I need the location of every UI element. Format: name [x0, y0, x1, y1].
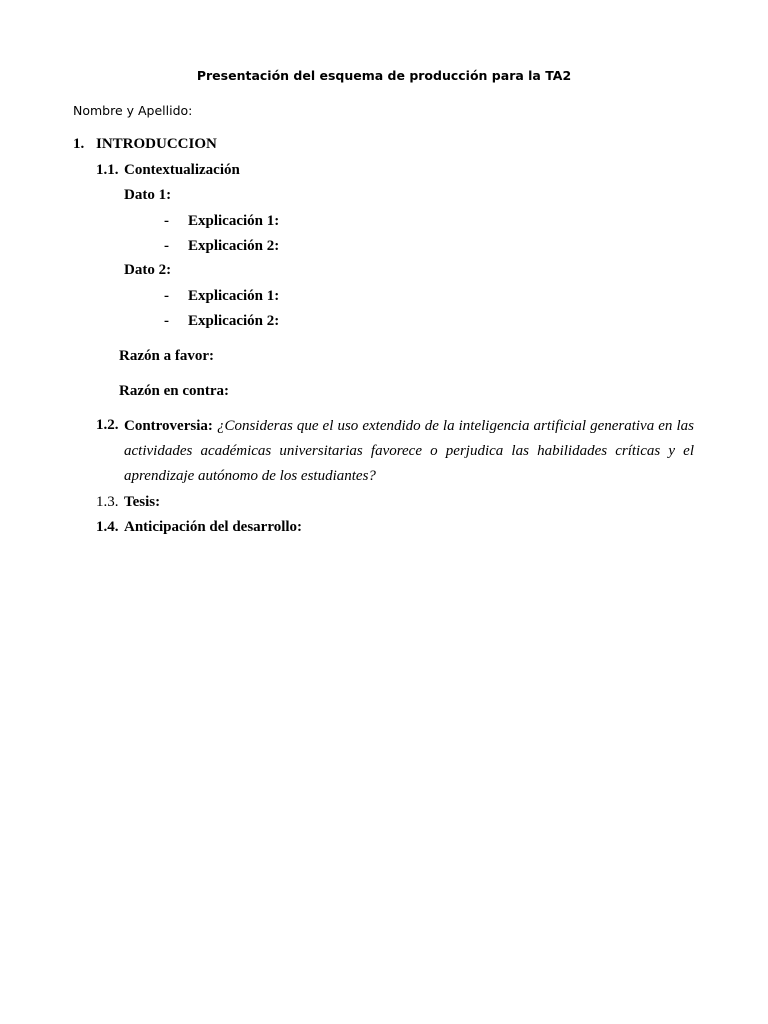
dato-1-explicacion-2: Explicación 2:	[188, 238, 280, 254]
dato-2-label: Dato 2:	[124, 262, 172, 278]
section-1-number: 1.	[73, 136, 85, 152]
razon-en-contra-label: Razón en contra:	[119, 383, 229, 399]
dato-2-explicacion-1: Explicación 1:	[188, 288, 280, 304]
section-1-1-title: Contextualización	[124, 162, 240, 178]
document-title: Presentación del esquema de producción para la TA2	[196, 68, 572, 83]
bullet-dash: -	[164, 313, 169, 329]
section-1-title: INTRODUCCION	[96, 136, 217, 152]
dato-2-explicacion-2: Explicación 2:	[188, 313, 280, 329]
name-field-label: Nombre y Apellido:	[73, 103, 193, 118]
bullet-dash: -	[164, 213, 169, 229]
bullet-dash: -	[164, 238, 169, 254]
section-1-1-number: 1.1.	[96, 162, 119, 178]
section-1-2-number: 1.2.	[96, 417, 119, 433]
bullet-dash: -	[164, 288, 169, 304]
dato-1-explicacion-1: Explicación 1:	[188, 213, 280, 229]
section-1-4-number: 1.4.	[96, 519, 119, 535]
section-1-3-number: 1.3.	[96, 494, 119, 510]
controversia-label: Controversia:	[124, 418, 213, 434]
dato-1-label: Dato 1:	[124, 187, 172, 203]
controversia-paragraph	[124, 414, 694, 489]
controversia-question: ¿Consideras que el uso extendido de la inteligencia artificial generativa en las actividades académicas universitarias favorece o perjudica las habilidades críticas y el aprendizaje autónomo de los estudiantes?	[124, 418, 694, 484]
anticipacion-label: Anticipación del desarrollo:	[124, 519, 303, 535]
tesis-label: Tesis:	[124, 494, 161, 510]
razon-a-favor-label: Razón a favor:	[119, 348, 214, 364]
